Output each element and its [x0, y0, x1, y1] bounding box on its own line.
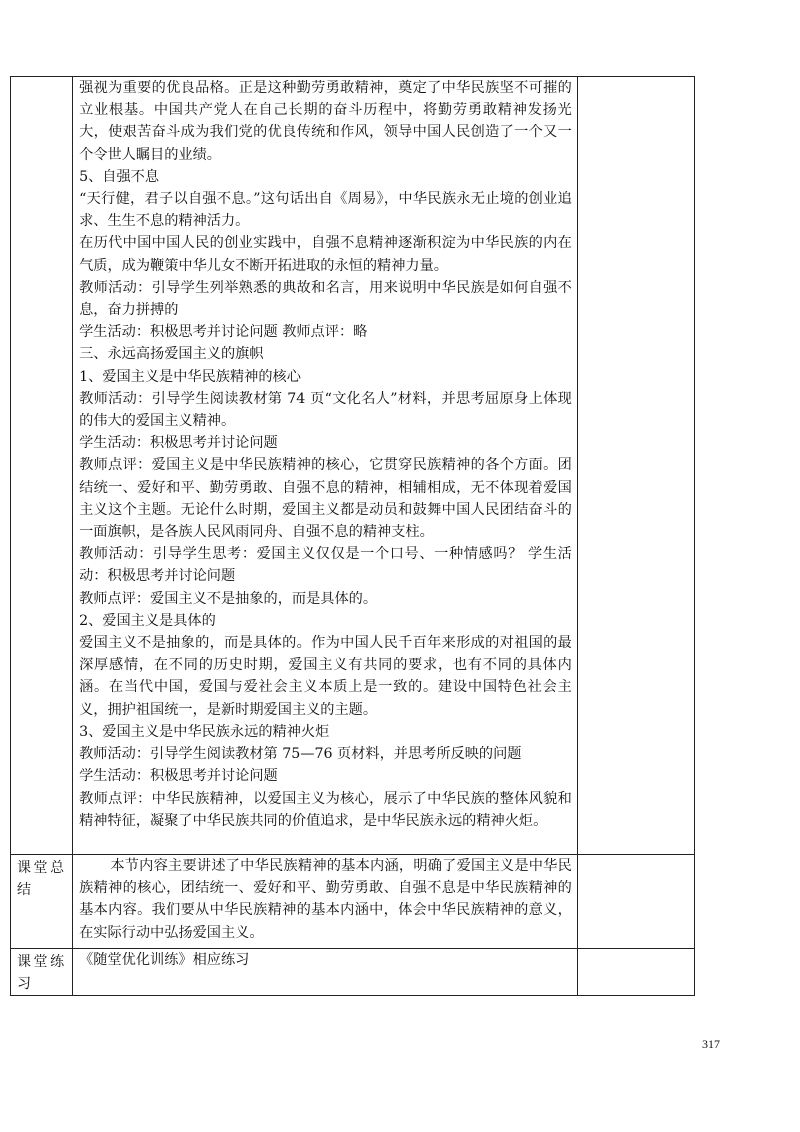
- practice-text: 《随堂优化训练》相应练习: [79, 951, 250, 968]
- summary-row: [11, 855, 695, 949]
- lesson-plan-table: [10, 76, 695, 996]
- summary-cell: [73, 855, 578, 949]
- teacher-comment-3: 教师点评：爱国主义不是抽象的，而是具体的。: [79, 590, 378, 607]
- teacher-activity-1: 教师活动：引导学生列举熟悉的典故和名言，用来说明中华民族是如何自强不息，奋力拼搏的: [79, 279, 572, 319]
- practice-row: [11, 948, 695, 995]
- teacher-activity-2: 教师活动：引导学生阅读教材第 74 页“文化名人”材料，并思考屈原身上体现的伟大的爱国主义精神。: [79, 390, 572, 430]
- content-cell: [73, 77, 578, 855]
- student-activity-1: 学生活动：积极思考并讨论问题 教师点评：略: [79, 324, 368, 341]
- student-activity-4: 学生活动：积极思考并讨论问题: [79, 768, 278, 785]
- teacher-comment-2: 教师点评：爱国主义是中华民族精神的核心，它贯穿民族精神的各个方面。团结统一、爱好和平、勤劳勇敢、自强不息的精神，相辅相成，无不体现着爱国主义这个主题。无论什么时期，爱国主义都是动员和鼓舞中国人民团结奋斗的一面旗帜，是各族人民风雨同舟、自强不息的精神支柱。: [79, 457, 572, 541]
- content-row: [11, 77, 695, 855]
- summary-note-cell: [577, 855, 694, 949]
- practice-note-cell: [577, 948, 694, 995]
- summary-label: 课堂总结: [11, 855, 73, 949]
- content-note-cell: [577, 77, 694, 855]
- paragraph-zhouyi-quote: “天行健，君子以自强不息。”这句话出自《周易》，中华民族永无止境的创业追求、生生不息的精神活力。: [79, 191, 572, 230]
- practice-cell: [73, 948, 578, 995]
- page-number: 317: [702, 1037, 720, 1051]
- subheading-core: 1、爱国主义是中华民族精神的核心: [79, 368, 301, 385]
- heading-self-improvement: 5、自强不息: [79, 168, 160, 185]
- section-heading-patriotism: 三、永远高扬爱国主义的旗帜: [79, 346, 264, 363]
- paragraph-diligence-end: 强视为重要的优良品格。正是这种勤劳勇敢精神，奠定了中华民族坚不可摧的立业根基。中国共产党人在自己长期的奋斗历程中，将勤劳勇敢精神发扬光大，使艰苦奋斗成为我们党的优良传统和作风，领导中国人民创造了一个又一个令世人瞩目的业绩。: [79, 80, 572, 163]
- teacher-activity-4: 教师活动：引导学生阅读教材第 75—76 页材料，并思考所反映的问题: [79, 746, 522, 763]
- student-activity-2: 学生活动：积极思考并讨论问题: [79, 435, 278, 452]
- practice-label: 课堂练习: [11, 948, 73, 995]
- paragraph-self-improvement: 在历代中国中国人民的创业实践中，自强不息精神逐渐积淀为中华民族的内在气质，成为鞭策中华儿女不断开拓进取的永恒的精神力量。: [79, 235, 572, 274]
- paragraph-concrete: 爱国主义不是抽象的，而是具体的。作为中国人民千百年来形成的对祖国的最深厚感情，在不同的历史时期，爱国主义有共同的要求，也有不同的具体内涵。在当代中国，爱国与爱社会主义本质上是一致的。建设中国特色社会主义，拥护祖国统一，是新时期爱国主义的主题。: [79, 635, 572, 718]
- teacher-activity-3: 教师活动：引导学生思考：爱国主义仅仅是一个口号、一种情感吗？ 学生活动：积极思考并讨论问题: [79, 546, 572, 585]
- subheading-torch: 3、爱国主义是中华民族永远的精神火炬: [79, 723, 330, 740]
- subheading-concrete: 2、爱国主义是具体的: [79, 612, 216, 629]
- summary-text: 本节内容主要讲述了中华民族精神的基本内涵，明确了爱国主义是中华民族精神的核心，团结统一、爱好和平、勤劳勇敢、自强不息是中华民族精神的基本内容。我们要从中华民族精神的基本内涵中，体会中华民族精神的意义，在实际行动中弘扬爱国主义。: [79, 858, 572, 941]
- teacher-comment-4: 教师点评：中华民族精神，以爱国主义为核心，展示了中华民族的整体风貌和精神特征，凝聚了中华民族共同的价值追求，是中华民族永远的精神火炬。: [79, 790, 572, 829]
- content-label-cell: [11, 77, 73, 855]
